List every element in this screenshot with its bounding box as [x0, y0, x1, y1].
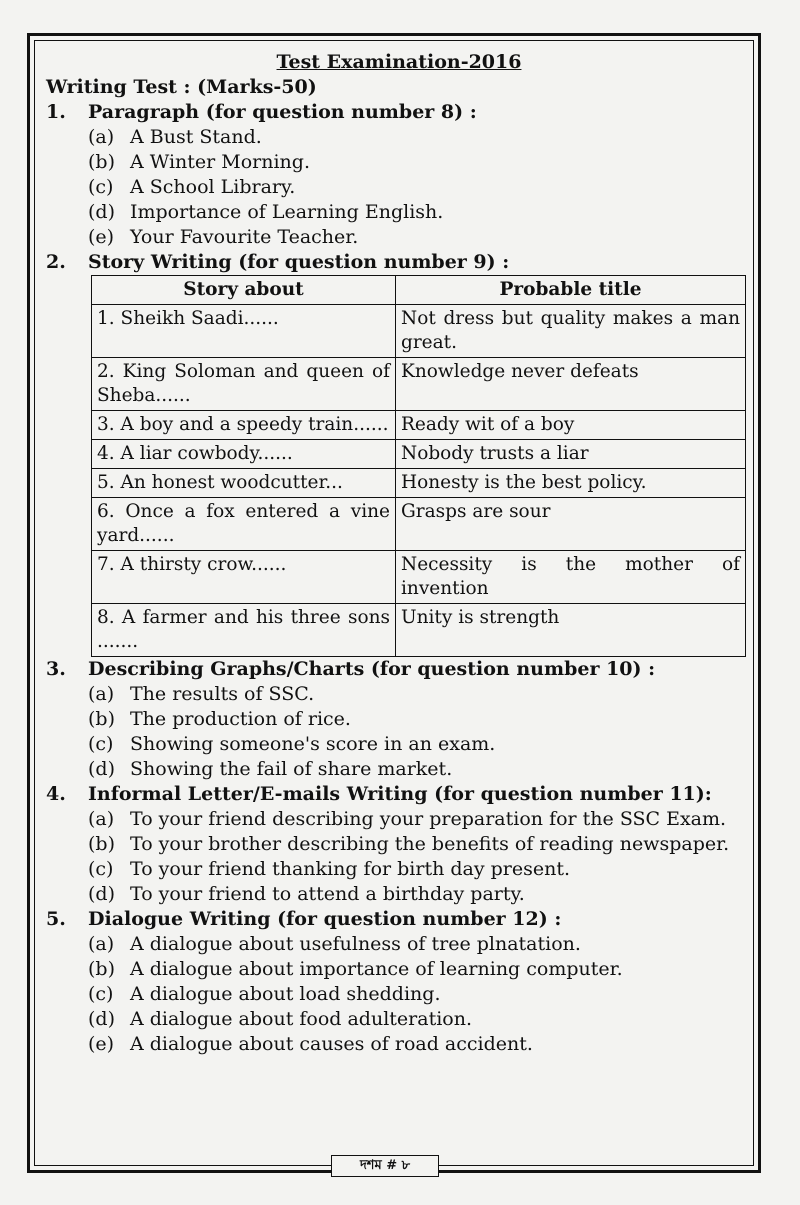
table-row: [92, 305, 746, 358]
item-label: (b): [88, 708, 115, 730]
item-text: A Bust Stand.: [130, 126, 262, 148]
list-item: [46, 932, 752, 957]
list-item: [46, 857, 752, 882]
section-number: 1.: [46, 101, 66, 123]
section-number: 5.: [46, 908, 66, 930]
section-1-heading: [46, 100, 752, 125]
table-cell: 2. King Soloman and queen of Sheba......: [92, 358, 396, 411]
table-header-row: [92, 276, 746, 305]
item-label: (c): [88, 858, 114, 880]
item-label: (d): [88, 201, 115, 223]
list-item: [46, 175, 752, 200]
list-item: [46, 982, 752, 1007]
item-text: A School Library.: [130, 176, 296, 198]
list-item: [46, 225, 752, 250]
section-title: Describing Graphs/Charts (for question number 10) :: [88, 658, 656, 680]
table-cell: 1. Sheikh Saadi......: [92, 305, 396, 358]
item-label: (b): [88, 833, 115, 855]
list-item: [46, 957, 752, 982]
section-5-heading: [46, 907, 752, 932]
table-cell: Ready wit of a boy: [396, 411, 746, 440]
column-header: Story about: [92, 276, 396, 305]
item-text: To your friend thanking for birth day present.: [130, 858, 571, 880]
item-label: (a): [88, 126, 115, 148]
list-item: [46, 757, 752, 782]
list-item: [46, 150, 752, 175]
section-number: 2.: [46, 251, 66, 273]
item-text: A dialogue about usefulness of tree plnatation.: [130, 933, 581, 955]
item-text: A dialogue about importance of learning computer.: [130, 958, 623, 980]
item-label: (a): [88, 933, 115, 955]
table-cell: 6. Once a fox entered a vine yard......: [92, 498, 396, 551]
section-2-heading: [46, 250, 752, 275]
item-text: To your friend describing your preparation for the SSC Exam.: [130, 808, 727, 830]
column-header: Probable title: [396, 276, 746, 305]
item-text: A Winter Morning.: [130, 151, 310, 173]
content: [46, 50, 752, 1057]
list-item: [46, 732, 752, 757]
page-subtitle: Writing Test : (Marks-50): [46, 76, 317, 98]
table-row: [92, 411, 746, 440]
table-cell: Unity is strength: [396, 604, 746, 657]
table-cell: Honesty is the best policy.: [396, 469, 746, 498]
table-row: [92, 358, 746, 411]
table-cell: Knowledge never defeats: [396, 358, 746, 411]
page-number-badge: দশম # ৮: [331, 1155, 439, 1177]
table-cell: Necessity is the mother of invention: [396, 551, 746, 604]
item-text: The results of SSC.: [130, 683, 315, 705]
item-label: (e): [88, 226, 115, 248]
story-table: [91, 275, 746, 657]
list-item: [46, 200, 752, 225]
section-title: Dialogue Writing (for question number 12) :: [88, 908, 562, 930]
item-label: (a): [88, 808, 115, 830]
section-3-heading: [46, 657, 752, 682]
item-label: (d): [88, 758, 115, 780]
item-label: (d): [88, 1008, 115, 1030]
table-cell: Not dress but quality makes a man great.: [396, 305, 746, 358]
item-label: (b): [88, 151, 115, 173]
item-label: (b): [88, 958, 115, 980]
item-text: A dialogue about load shedding.: [130, 983, 441, 1005]
table-cell: 7. A thirsty crow......: [92, 551, 396, 604]
table-cell: Nobody trusts a liar: [396, 440, 746, 469]
table-cell: Grasps are sour: [396, 498, 746, 551]
table-cell: 4. A liar cowbody......: [92, 440, 396, 469]
section-title: Story Writing (for question number 9) :: [88, 251, 510, 273]
list-item: [46, 707, 752, 732]
list-item: [46, 682, 752, 707]
section-title: Paragraph (for question number 8) :: [88, 101, 477, 123]
table-cell: 5. An honest woodcutter...: [92, 469, 396, 498]
item-text: A dialogue about food adulteration.: [130, 1008, 472, 1030]
table-row: [92, 551, 746, 604]
list-item: [46, 882, 752, 907]
list-item: [46, 832, 752, 857]
item-text: To your friend to attend a birthday party.: [130, 883, 525, 905]
table-row: [92, 469, 746, 498]
item-text: Showing someone's score in an exam.: [130, 733, 496, 755]
item-text: Importance of Learning English.: [130, 201, 444, 223]
table-cell: 3. A boy and a speedy train......: [92, 411, 396, 440]
table-row: [92, 440, 746, 469]
item-label: (c): [88, 733, 114, 755]
item-label: (e): [88, 1033, 115, 1055]
item-label: (c): [88, 176, 114, 198]
table-cell: 8. A farmer and his three sons .......: [92, 604, 396, 657]
item-label: (d): [88, 883, 115, 905]
item-text: A dialogue about causes of road accident.: [130, 1033, 533, 1055]
section-title: Informal Letter/E-mails Writing (for question number 11):: [88, 783, 712, 805]
item-text: Showing the fail of share market.: [130, 758, 453, 780]
item-label: (c): [88, 983, 114, 1005]
page-title: Test Examination-2016: [276, 51, 522, 73]
list-item: [46, 1007, 752, 1032]
section-number: 3.: [46, 658, 66, 680]
list-item: [46, 807, 752, 832]
list-item: [46, 125, 752, 150]
item-text: The production of rice.: [130, 708, 351, 730]
section-4-heading: [46, 782, 752, 807]
table-row: [92, 604, 746, 657]
item-text: Your Favourite Teacher.: [130, 226, 359, 248]
section-number: 4.: [46, 783, 66, 805]
table-row: [92, 498, 746, 551]
item-label: (a): [88, 683, 115, 705]
list-item: [46, 1032, 752, 1057]
item-text: To your brother describing the benefits of reading newspaper.: [130, 833, 730, 855]
